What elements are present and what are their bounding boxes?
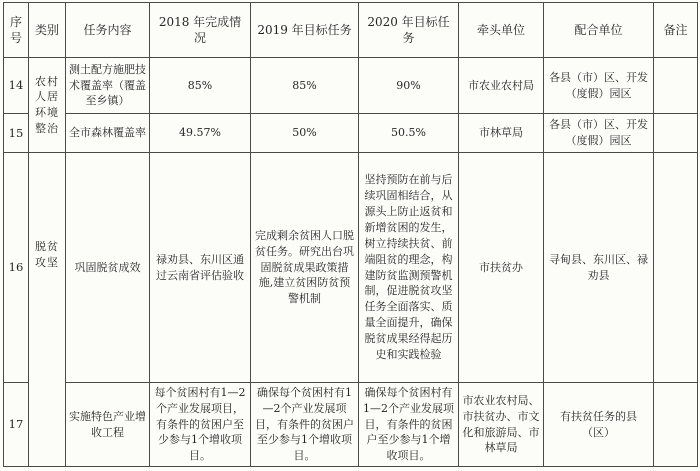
cell-15-note (654, 114, 698, 153)
cell-14-2018: 85% (150, 58, 251, 114)
cell-14-note (654, 58, 698, 114)
cell-category-poverty-alleviation: 脱贫攻坚 (29, 153, 66, 467)
cell-16-serial: 16 (4, 153, 29, 383)
cell-14-lead: 市农业农村局 (459, 58, 544, 114)
cell-14-support: 各县（市）区、开发（度假）园区 (544, 58, 654, 114)
cell-14-2019: 85% (251, 58, 359, 114)
task-table (3, 2, 698, 467)
col-header-task: 任务内容 (66, 3, 150, 58)
cell-16-task: 巩固脱贫成效 (66, 153, 150, 383)
col-header-support: 配合单位 (544, 3, 654, 58)
cell-17-support: 有扶贫任务的县（区） (544, 383, 654, 467)
cell-16-note (654, 153, 698, 383)
cell-17-2020: 确保每个贫困村有1—2个产业发展项目，有条件的贫困户至少参与1个增收项目。 (359, 383, 459, 467)
cell-15-support: 各县（市）区、开发（度假）园区 (544, 114, 654, 153)
table-row-14 (4, 58, 698, 114)
col-header-lead: 牵头单位 (459, 3, 544, 58)
table-row-17 (4, 383, 698, 467)
cell-14-serial: 14 (4, 58, 29, 114)
cell-15-2019: 50% (251, 114, 359, 153)
cell-16-2020: 坚持预防在前与后续巩固相结合，从源头上防止返贫和新增贫困的发生，树立持续扶贫、前端阻贫的理念，构建防贫监测预警机制，促进脱贫攻坚任务全面落实、质量全面提升，确保脱贫成果经得起历史和实践检验 (359, 153, 459, 383)
col-header-note: 备注 (654, 3, 698, 58)
cell-15-2018: 49.57% (150, 114, 251, 153)
cell-14-2020: 90% (359, 58, 459, 114)
cell-17-note (654, 383, 698, 467)
cell-17-lead: 市农业农村局、市扶贫办、市文化和旅游局、市林草局 (459, 383, 544, 467)
col-header-category: 类别 (29, 3, 66, 58)
cell-15-lead: 市林草局 (459, 114, 544, 153)
col-header-2018: 2018 年完成情况 (150, 3, 251, 58)
cell-17-serial: 17 (4, 383, 29, 467)
cell-15-2020: 50.5% (359, 114, 459, 153)
header-row (4, 3, 698, 58)
col-header-serial: 序号 (4, 3, 29, 58)
cell-16-lead: 市扶贫办 (459, 153, 544, 383)
cell-17-2018: 每个贫困村有1—2个产业发展项目，有条件的贫困户至少参与1个增收项目。 (150, 383, 251, 467)
cell-category-rural-environment: 农村人居环境整治 (29, 58, 66, 153)
table-row-16 (4, 153, 698, 383)
col-header-2019: 2019 年目标任务 (251, 3, 359, 58)
cell-16-2018: 禄劝县、东川区通过云南省评估验收 (150, 153, 251, 383)
cell-14-task: 测土配方施肥技术覆盖率（覆盖至乡镇） (66, 58, 150, 114)
cell-15-serial: 15 (4, 114, 29, 153)
table-row-15 (4, 114, 698, 153)
cell-17-task: 实施特色产业增收工程 (66, 383, 150, 467)
cell-16-2019: 完成剩余贫困人口脱贫任务。研究出台巩固脱贫成果政策措施,建立贫困防贫预警机制 (251, 153, 359, 383)
col-header-2020: 2020 年目标任务 (359, 3, 459, 58)
cell-17-2019: 确保每个贫困村有1—2个产业发展项目，有条件的贫困户至少参与1个增收项目。 (251, 383, 359, 467)
cell-16-support: 寻甸县、东川区、禄劝县 (544, 153, 654, 383)
cell-15-task: 全市森林覆盖率 (66, 114, 150, 153)
